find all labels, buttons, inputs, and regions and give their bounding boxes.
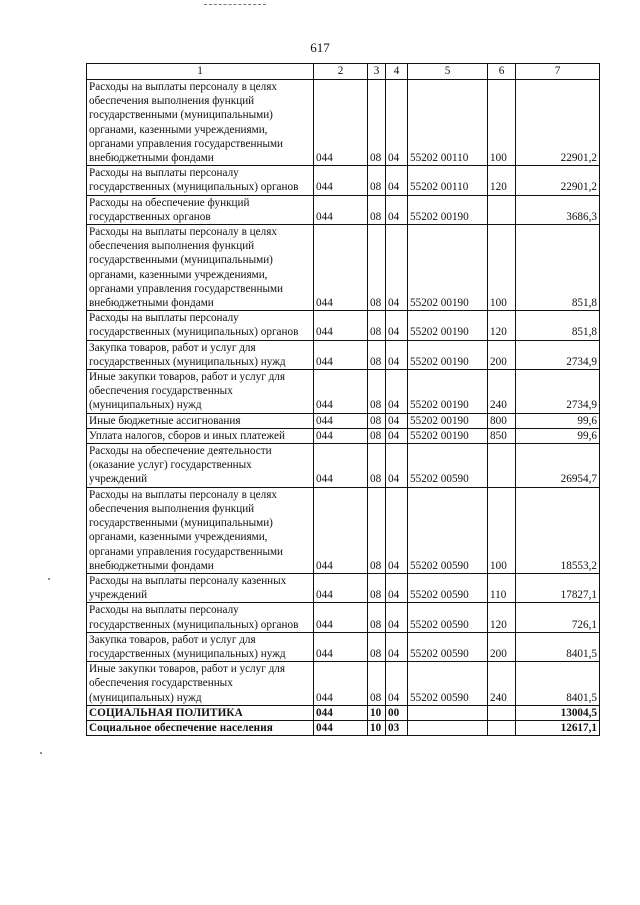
row-name-cell: СОЦИАЛЬНАЯ ПОЛИТИКА (87, 705, 314, 720)
target-article-cell: 55202 00110 (408, 166, 488, 195)
target-article-cell: 55202 00190 (408, 195, 488, 224)
section-code-cell: 08 (368, 370, 386, 414)
expense-type-cell: 120 (488, 166, 516, 195)
row-name-cell: Расходы на выплаты персоналу в целях обеспечения выполнения функций государственными (муниципальными) органами, казенными учреждениями, органами управления государственными внебюджетными фондами (87, 80, 314, 166)
expense-type-cell (488, 444, 516, 488)
subsection-code-cell: 04 (386, 340, 408, 369)
subsection-code-cell: 04 (386, 444, 408, 488)
page-number: 617 (310, 40, 330, 55)
subsection-code-cell: 04 (386, 80, 408, 166)
target-article-cell: 55202 00190 (408, 340, 488, 369)
row-name-cell: Расходы на обеспечение деятельности (оказание услуг) государственных учреждений (87, 444, 314, 488)
row-name-cell: Расходы на выплаты персоналу государственных (муниципальных) органов (87, 603, 314, 632)
subsection-code-cell: 04 (386, 573, 408, 602)
ved-code-cell: 044 (314, 225, 368, 311)
ved-code-cell: 044 (314, 166, 368, 195)
subsection-code-cell: 04 (386, 166, 408, 195)
row-name-cell: Социальное обеспечение населения (87, 720, 314, 735)
amount-cell: 22901,2 (516, 166, 600, 195)
subsection-code-cell: 04 (386, 195, 408, 224)
row-name-cell: Закупка товаров, работ и услуг для государственных (муниципальных) нужд (87, 340, 314, 369)
row-name-cell: Расходы на выплаты персоналу государственных (муниципальных) органов (87, 311, 314, 340)
table-row (87, 370, 600, 414)
ved-code-cell: 044 (314, 573, 368, 602)
table-row (87, 720, 600, 735)
table-row (87, 444, 600, 488)
table-row (87, 340, 600, 369)
table-row (87, 632, 600, 661)
amount-cell: 17827,1 (516, 573, 600, 602)
subsection-code-cell: 04 (386, 225, 408, 311)
row-name-cell: Уплата налогов, сборов и иных платежей (87, 428, 314, 443)
row-name-cell: Закупка товаров, работ и услуг для государственных (муниципальных) нужд (87, 632, 314, 661)
target-article-cell: 55202 00190 (408, 428, 488, 443)
subsection-code-cell: 04 (386, 370, 408, 414)
header-col-2: 2 (314, 64, 368, 80)
amount-cell: 22901,2 (516, 80, 600, 166)
section-code-cell: 08 (368, 573, 386, 602)
ved-code-cell: 044 (314, 80, 368, 166)
subsection-code-cell: 03 (386, 720, 408, 735)
table-row (87, 311, 600, 340)
header-col-3: 3 (368, 64, 386, 80)
expense-type-cell: 100 (488, 487, 516, 573)
table-row (87, 413, 600, 428)
section-code-cell: 08 (368, 413, 386, 428)
target-article-cell: 55202 00590 (408, 662, 488, 706)
amount-cell: 99,6 (516, 428, 600, 443)
amount-cell: 8401,5 (516, 632, 600, 661)
section-code-cell: 08 (368, 80, 386, 166)
target-article-cell: 55202 00590 (408, 487, 488, 573)
amount-cell: 8401,5 (516, 662, 600, 706)
section-code-cell: 08 (368, 166, 386, 195)
table-row (87, 487, 600, 573)
subsection-code-cell: 04 (386, 413, 408, 428)
table-row (87, 603, 600, 632)
ved-code-cell: 044 (314, 720, 368, 735)
subsection-code-cell: 04 (386, 487, 408, 573)
table-row (87, 225, 600, 311)
ved-code-cell: 044 (314, 413, 368, 428)
expense-type-cell (488, 705, 516, 720)
target-article-cell (408, 720, 488, 735)
row-name-cell: Расходы на выплаты персоналу в целях обеспечения выполнения функций государственными (муниципальными) органами, казенными учреждениями, органами управления государственными внебюджетными фондами (87, 487, 314, 573)
ved-code-cell: 044 (314, 603, 368, 632)
section-code-cell: 10 (368, 705, 386, 720)
amount-cell: 3686,3 (516, 195, 600, 224)
header-col-4: 4 (386, 64, 408, 80)
header-col-1: 1 (87, 64, 314, 80)
expense-type-cell: 120 (488, 311, 516, 340)
row-name-cell: Расходы на выплаты персоналу государственных (муниципальных) органов (87, 166, 314, 195)
budget-table (86, 63, 600, 736)
section-code-cell: 08 (368, 487, 386, 573)
expense-type-cell: 100 (488, 80, 516, 166)
target-article-cell: 55202 00190 (408, 413, 488, 428)
target-article-cell: 55202 00190 (408, 225, 488, 311)
section-code-cell: 08 (368, 444, 386, 488)
expense-type-cell: 200 (488, 340, 516, 369)
ved-code-cell: 044 (314, 705, 368, 720)
amount-cell: 851,8 (516, 225, 600, 311)
row-name-cell: Расходы на выплаты персоналу казенных учреждений (87, 573, 314, 602)
amount-cell: 13004,5 (516, 705, 600, 720)
ved-code-cell: 044 (314, 487, 368, 573)
amount-cell: 12617,1 (516, 720, 600, 735)
section-code-cell: 10 (368, 720, 386, 735)
row-name-cell: Иные закупки товаров, работ и услуг для обеспечения государственных (муниципальных) нужд (87, 370, 314, 414)
expense-type-cell: 200 (488, 632, 516, 661)
ved-code-cell: 044 (314, 340, 368, 369)
amount-cell: 2734,9 (516, 340, 600, 369)
expense-type-cell (488, 195, 516, 224)
subsection-code-cell: 04 (386, 428, 408, 443)
header-row (87, 64, 600, 80)
subsection-code-cell: 04 (386, 632, 408, 661)
scan-speck (48, 578, 50, 580)
target-article-cell: 55202 00590 (408, 632, 488, 661)
ved-code-cell: 044 (314, 370, 368, 414)
expense-type-cell (488, 720, 516, 735)
table-row (87, 195, 600, 224)
amount-cell: 18553,2 (516, 487, 600, 573)
subsection-code-cell: 04 (386, 311, 408, 340)
expense-type-cell: 100 (488, 225, 516, 311)
header-col-5: 5 (408, 64, 488, 80)
expense-type-cell: 120 (488, 603, 516, 632)
section-code-cell: 08 (368, 340, 386, 369)
target-article-cell: 55202 00590 (408, 573, 488, 602)
header-col-6: 6 (488, 64, 516, 80)
header-col-7: 7 (516, 64, 600, 80)
target-article-cell: 55202 00190 (408, 370, 488, 414)
table-row (87, 80, 600, 166)
row-name-cell: Иные бюджетные ассигнования (87, 413, 314, 428)
target-article-cell: 55202 00590 (408, 444, 488, 488)
scan-mark (204, 4, 266, 6)
ved-code-cell: 044 (314, 444, 368, 488)
expense-type-cell: 800 (488, 413, 516, 428)
expense-type-cell: 110 (488, 573, 516, 602)
amount-cell: 726,1 (516, 603, 600, 632)
ved-code-cell: 044 (314, 632, 368, 661)
ved-code-cell: 044 (314, 428, 368, 443)
table-row (87, 705, 600, 720)
amount-cell: 851,8 (516, 311, 600, 340)
expense-type-cell: 240 (488, 662, 516, 706)
scan-speck (40, 752, 42, 754)
section-code-cell: 08 (368, 603, 386, 632)
subsection-code-cell: 04 (386, 662, 408, 706)
table-row (87, 428, 600, 443)
expense-type-cell: 240 (488, 370, 516, 414)
section-code-cell: 08 (368, 225, 386, 311)
expense-type-cell: 850 (488, 428, 516, 443)
target-article-cell: 55202 00110 (408, 80, 488, 166)
row-name-cell: Расходы на выплаты персоналу в целях обеспечения выполнения функций государственными (муниципальными) органами, казенными учреждениями, органами управления государственными внебюджетными фондами (87, 225, 314, 311)
section-code-cell: 08 (368, 632, 386, 661)
row-name-cell: Расходы на обеспечение функций государственных органов (87, 195, 314, 224)
section-code-cell: 08 (368, 195, 386, 224)
table-body (87, 80, 600, 736)
section-code-cell: 08 (368, 428, 386, 443)
ved-code-cell: 044 (314, 662, 368, 706)
amount-cell: 2734,9 (516, 370, 600, 414)
section-code-cell: 08 (368, 311, 386, 340)
table-row (87, 662, 600, 706)
subsection-code-cell: 04 (386, 603, 408, 632)
amount-cell: 26954,7 (516, 444, 600, 488)
amount-cell: 99,6 (516, 413, 600, 428)
table-row (87, 573, 600, 602)
subsection-code-cell: 00 (386, 705, 408, 720)
row-name-cell: Иные закупки товаров, работ и услуг для обеспечения государственных (муниципальных) нужд (87, 662, 314, 706)
target-article-cell: 55202 00590 (408, 603, 488, 632)
target-article-cell: 55202 00190 (408, 311, 488, 340)
ved-code-cell: 044 (314, 195, 368, 224)
section-code-cell: 08 (368, 662, 386, 706)
target-article-cell (408, 705, 488, 720)
ved-code-cell: 044 (314, 311, 368, 340)
table-row (87, 166, 600, 195)
